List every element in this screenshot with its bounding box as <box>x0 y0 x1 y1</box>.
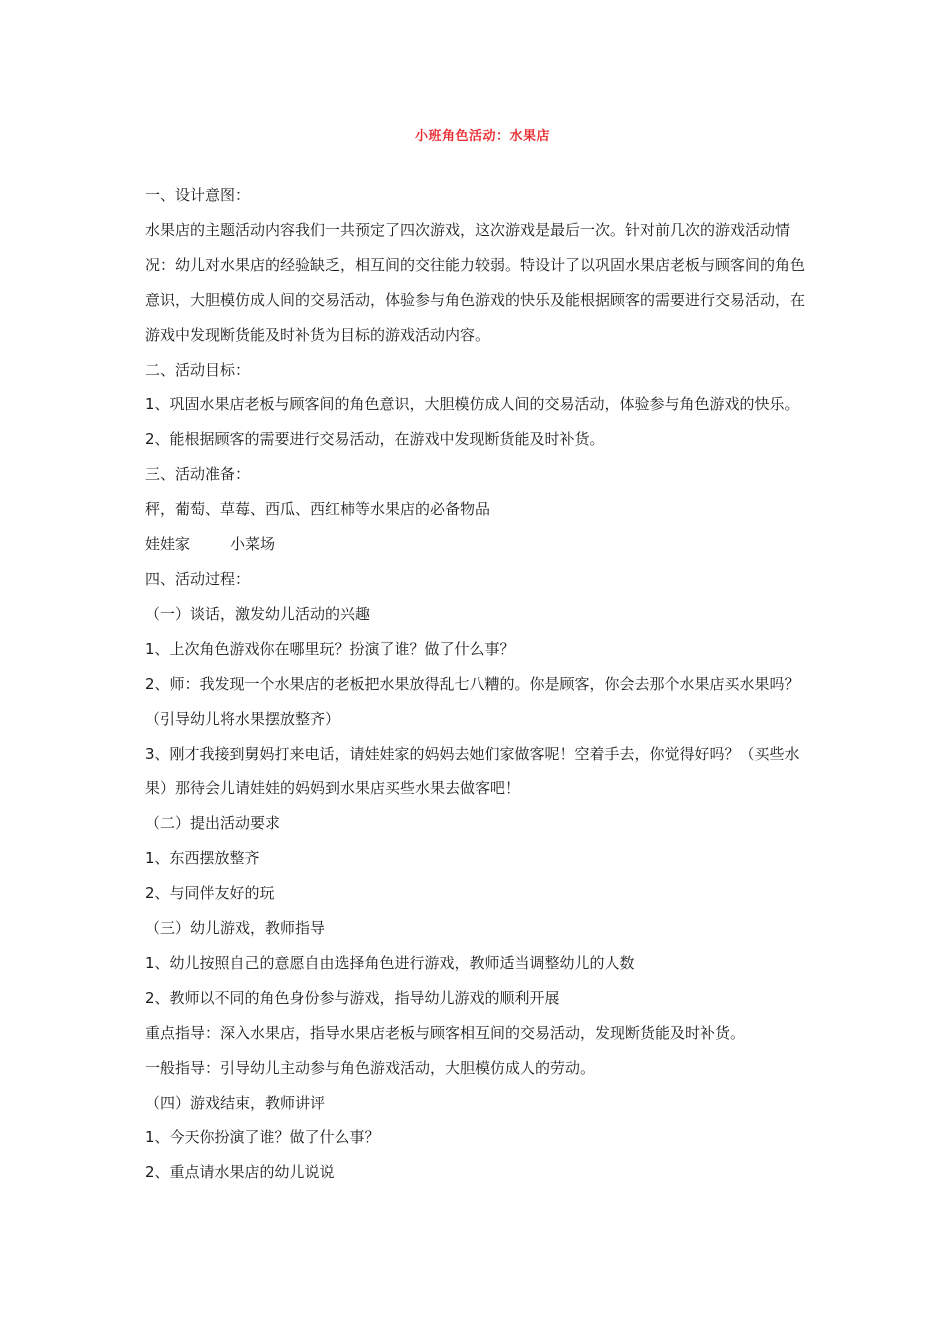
part3-heading: （三）幼儿游戏，教师指导 <box>145 919 326 938</box>
part3-key-guidance: 重点指导：深入水果店，指导水果店老板与顾客相互间的交易活动，发现断货能及时补货。 <box>145 1023 746 1042</box>
goals-heading: 二、活动目标： <box>145 360 251 379</box>
part1-item-1: 1、上次角色游戏你在哪里玩？扮演了谁？做了什么事？ <box>145 639 515 658</box>
part3-item-1: 1、幼儿按照自己的意愿自由选择角色进行游戏，教师适当调整幼儿的人数 <box>145 953 635 972</box>
goal-item-1: 1、巩固水果店老板与顾客间的角色意识，大胆模仿成人间的交易活动，体验参与角色游戏的快乐。 <box>145 395 800 414</box>
prep-items: 秤，葡萄、草莓、西瓜、西红柿等水果店的必备物品 <box>145 500 491 519</box>
part2-heading: （二）提出活动要求 <box>145 814 281 833</box>
prep-places <box>145 527 813 562</box>
part4-item-1: 1、今天你扮演了谁？做了什么事？ <box>145 1128 380 1147</box>
prep-place-1: 娃娃家 <box>145 535 191 554</box>
part2-item-2: 2、与同伴友好的玩 <box>145 884 275 903</box>
part3-item-2: 2、教师以不同的角色身份参与游戏，指导幼儿游戏的顺利开展 <box>145 988 560 1007</box>
part1-item-2: 2、师：我发现一个水果店的老板把水果放得乱七八糟的。你是顾客，你会去那个水果店买水果吗？（引导幼儿将水果摆放整齐） <box>145 674 800 728</box>
part4-heading: （四）游戏结束，教师讲评 <box>145 1093 326 1112</box>
process-heading: 四、活动过程： <box>145 569 251 588</box>
document-title: 小班角色活动：水果店 <box>414 129 550 144</box>
design-paragraph: 水果店的主题活动内容我们一共预定了四次游戏，这次游戏是最后一次。针对前几次的游戏活动情况：幼儿对水果店的经验缺乏，相互间的交往能力较弱。特设计了以巩固水果店老板与顾客间的角色意识，大胆模仿成人间的交易活动，体验参与角色游戏的快乐及能根据顾客的需要进行交易活动，在游戏中发现断货能及时补货为目标的游戏活动内容。 <box>145 220 806 344</box>
part1-item-3: 3、刚才我接到舅妈打来电话，请娃娃家的妈妈去她们家做客呢！空着手去，你觉得好吗？（买些水果）那待会儿请娃娃的妈妈到水果店买些水果去做客吧！ <box>145 744 800 798</box>
design-heading: 一、设计意图： <box>145 186 251 204</box>
goal-item-2: 2、能根据顾客的需要进行交易活动，在游戏中发现断货能及时补货。 <box>145 430 605 449</box>
part3-general-guidance: 一般指导：引导幼儿主动参与角色游戏活动，大胆模仿成人的劳动。 <box>145 1058 596 1077</box>
part1-heading: （一）谈话，激发幼儿活动的兴趣 <box>145 604 371 623</box>
prep-place-2: 小菜场 <box>230 535 276 554</box>
prep-heading: 三、活动准备： <box>145 465 251 484</box>
document-body <box>145 178 813 1190</box>
part2-item-1: 1、东西摆放整齐 <box>145 849 260 868</box>
part4-item-2: 2、重点请水果店的幼儿说说 <box>145 1163 335 1182</box>
